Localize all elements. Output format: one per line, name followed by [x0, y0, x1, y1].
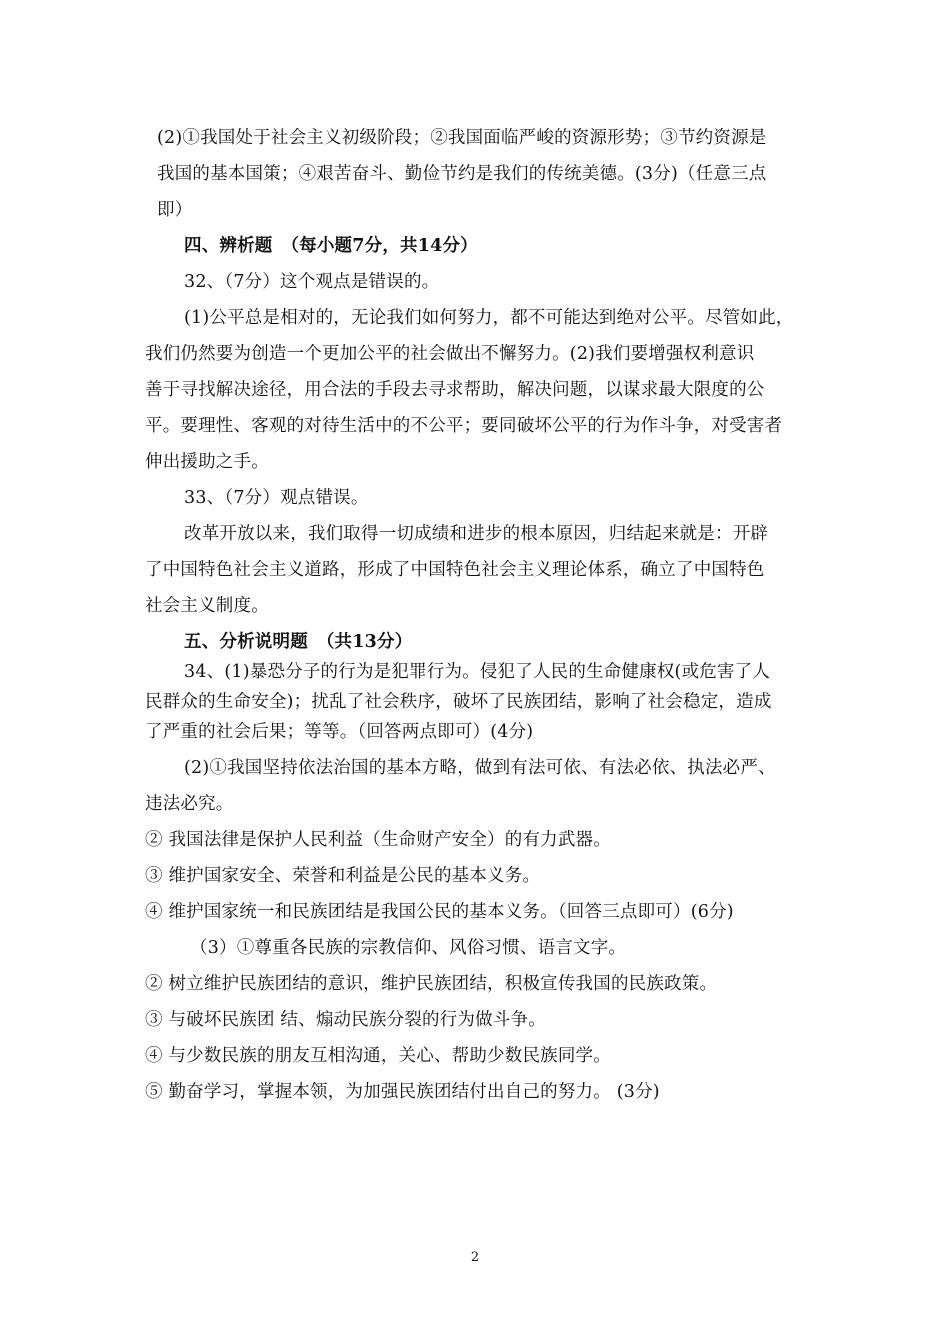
answer-34-2-point-3: ③ 维护国家安全、荣誉和利益是公民的基本义务。 [145, 866, 541, 886]
answer-34-3-point-3: ③ 与破坏民族团 结、煽动民族分裂的行为做斗争。 [145, 1010, 546, 1030]
answer-34-3-line-1: （3）①尊重各民族的宗教信仰、风俗习惯、语言文字。 [190, 938, 627, 958]
answer-31-2-line-2: 我国的基本国策；④艰苦奋斗、勤俭节约是我们的传统美德。(3分)（任意三点 [157, 164, 767, 184]
answer-34-3-point-4: ④ 与少数民族的朋友互相沟通，关心、帮助少数民族同学。 [145, 1046, 611, 1066]
answer-34-1-line-1: 34、(1)暴恐分子的行为是犯罪行为。侵犯了人民的生命健康权(或危害了人 [184, 662, 771, 682]
answer-34-3-point-5: ⑤ 勤奋学习，掌握本领，为加强民族团结付出自己的努力。 (3分) [145, 1082, 660, 1102]
answer-34-2-line-2: 违法必究。 [145, 794, 234, 814]
question-33-heading: 33、（7分）观点错误。 [184, 488, 369, 508]
answer-31-2-line-1: (2)①我国处于社会主义初级阶段；②我国面临严峻的资源形势；③节约资源是 [157, 128, 767, 148]
answer-33-line-3: 社会主义制度。 [145, 596, 269, 616]
page-number: 2 [470, 1250, 480, 1265]
answer-32-line-1: (1)公平总是相对的，无论我们如何努力，都不可能达到绝对公平。尽管如此， [184, 308, 794, 328]
answer-34-2-line-1: (2)①我国坚持依法治国的基本方略，做到有法可依、有法必依、执法必严、 [184, 758, 776, 778]
answer-32-line-2: 我们仍然要为创造一个更加公平的社会做出不懈努力。(2)我们要增强权利意识 [145, 344, 755, 364]
answer-31-2-line-3: 即） [157, 200, 193, 220]
answer-33-line-2: 了中国特色社会主义道路，形成了中国特色社会主义理论体系，确立了中国特色 [145, 560, 765, 580]
answer-34-2-point-4: ④ 维护国家统一和民族团结是我国公民的基本义务。（回答三点即可）(6分) [145, 902, 734, 922]
answer-32-line-4: 平。要理性、客观的对待生活中的不公平；要同破坏公平的行为作斗争，对受害者 [145, 416, 783, 436]
answer-33-line-1: 改革开放以来，我们取得一切成绩和进步的根本原因，归结起来就是：开辟 [184, 524, 769, 544]
answer-32-line-5: 伸出援助之手。 [145, 452, 269, 472]
answer-34-3-point-2: ② 树立维护民族团结的意识，维护民族团结，积极宣传我国的民族政策。 [145, 974, 718, 994]
answer-34-1-line-3: 了严重的社会后果；等等。（回答两点即可）(4分) [145, 722, 534, 742]
section-heading-5: 五、分析说明题 （共13分） [184, 632, 413, 652]
answer-32-line-3: 善于寻找解决途径，用合法的手段去寻求帮助，解决问题，以谋求最大限度的公 [145, 380, 765, 400]
answer-34-2-point-2: ② 我国法律是保护人民利益（生命财产安全）的有力武器。 [145, 830, 611, 850]
answer-34-1-line-2: 民群众的生命安全)；扰乱了社会秩序，破坏了民族团结，影响了社会稳定，造成 [145, 692, 772, 712]
section-heading-4: 四、辨析题 （每小题7分，共14分） [184, 236, 478, 256]
question-32-heading: 32、（7分）这个观点是错误的。 [184, 272, 440, 292]
